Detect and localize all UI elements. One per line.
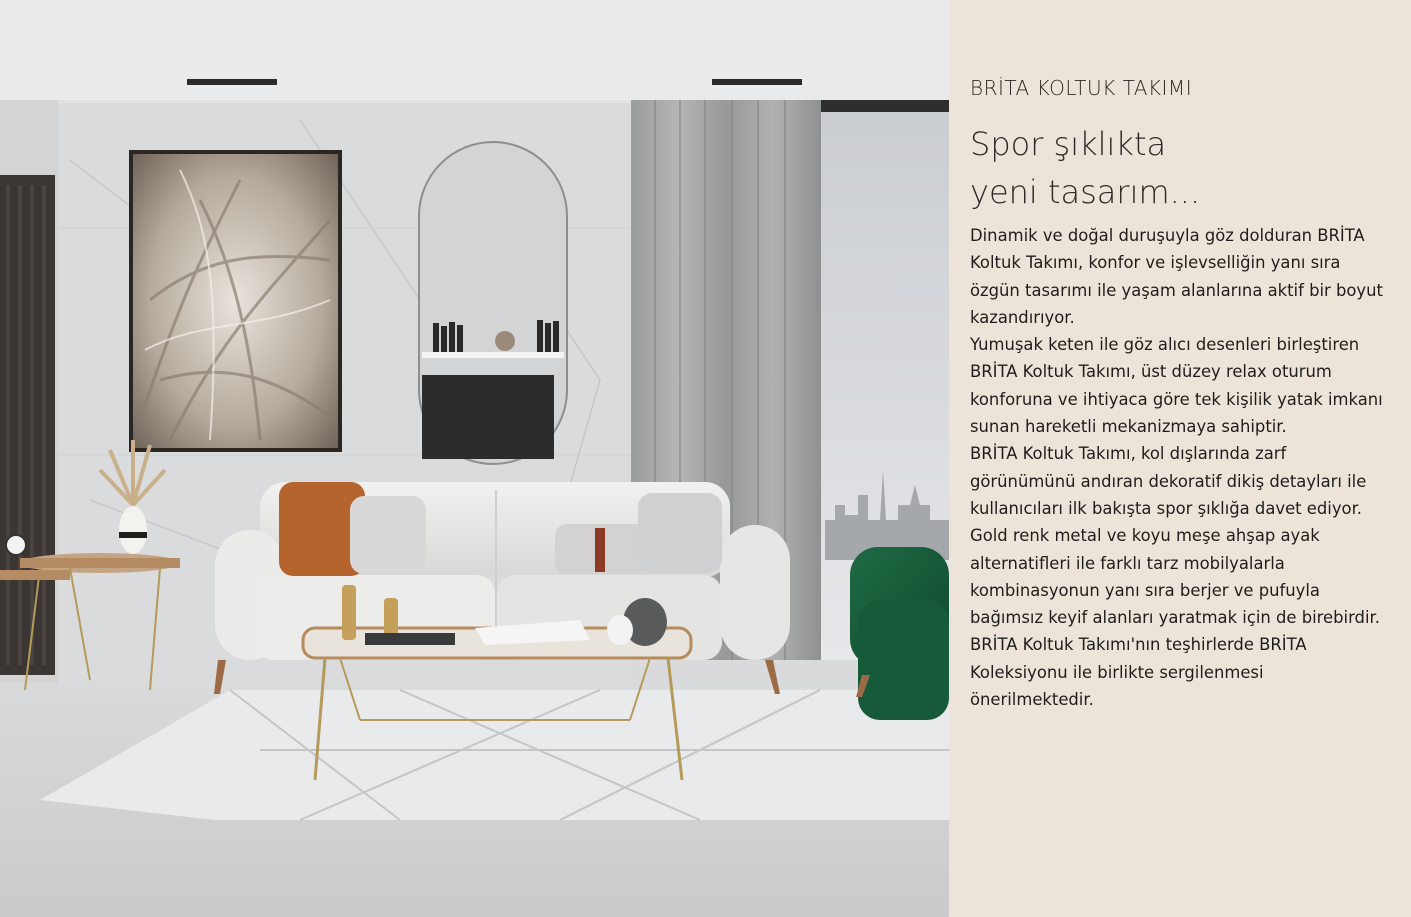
paragraph-1: Dinamik ve doğal duruşuyla göz dolduran BRİTA Koltuk Takımı, konfor ve işlevselliğin yanı sıra özgün tasarımı ile yaşam alanlarına aktif bir boyut kazandırıyor. (970, 226, 1383, 327)
headline (970, 120, 1390, 216)
headline-line-1: Spor şıklıkta (970, 125, 1167, 163)
paragraph-3: BRİTA Koltuk Takımı, kol dışlarında zarf görünümünü andıran dekoratif dikiş detayları ile kullanıcıları ilk bakışta spor şıklığa davet ediyor. Gold renk metal ve koyu meşe ahşap ayak alternatifleri ile farklı tarz mobilyalarla kombinasyonun yanı sıra berjer ve pufuyla bağımsız keyif alanları yaratmak için de birebirdir. (970, 444, 1380, 628)
paragraph-4: BRİTA Koltuk Takımı'nın teşhirlerde BRİTA Koleksiyonu ile birlikte sergilenmesi önerilmektedir. (970, 635, 1307, 710)
headline-line-2: yeni tasarım... (970, 173, 1201, 211)
text-panel (949, 0, 1411, 917)
description (970, 222, 1390, 713)
product-name: BRİTA KOLTUK TAKIMI (970, 76, 1193, 100)
paragraph-2: Yumuşak keten ile göz alıcı desenleri birleştiren BRİTA Koltuk Takımı, üst düzey relax oturum konforuna ve ihtiyaca göre tek kişilik yatak imkanı sunan hareketli mekanizmaya sahiptir. (970, 335, 1383, 437)
